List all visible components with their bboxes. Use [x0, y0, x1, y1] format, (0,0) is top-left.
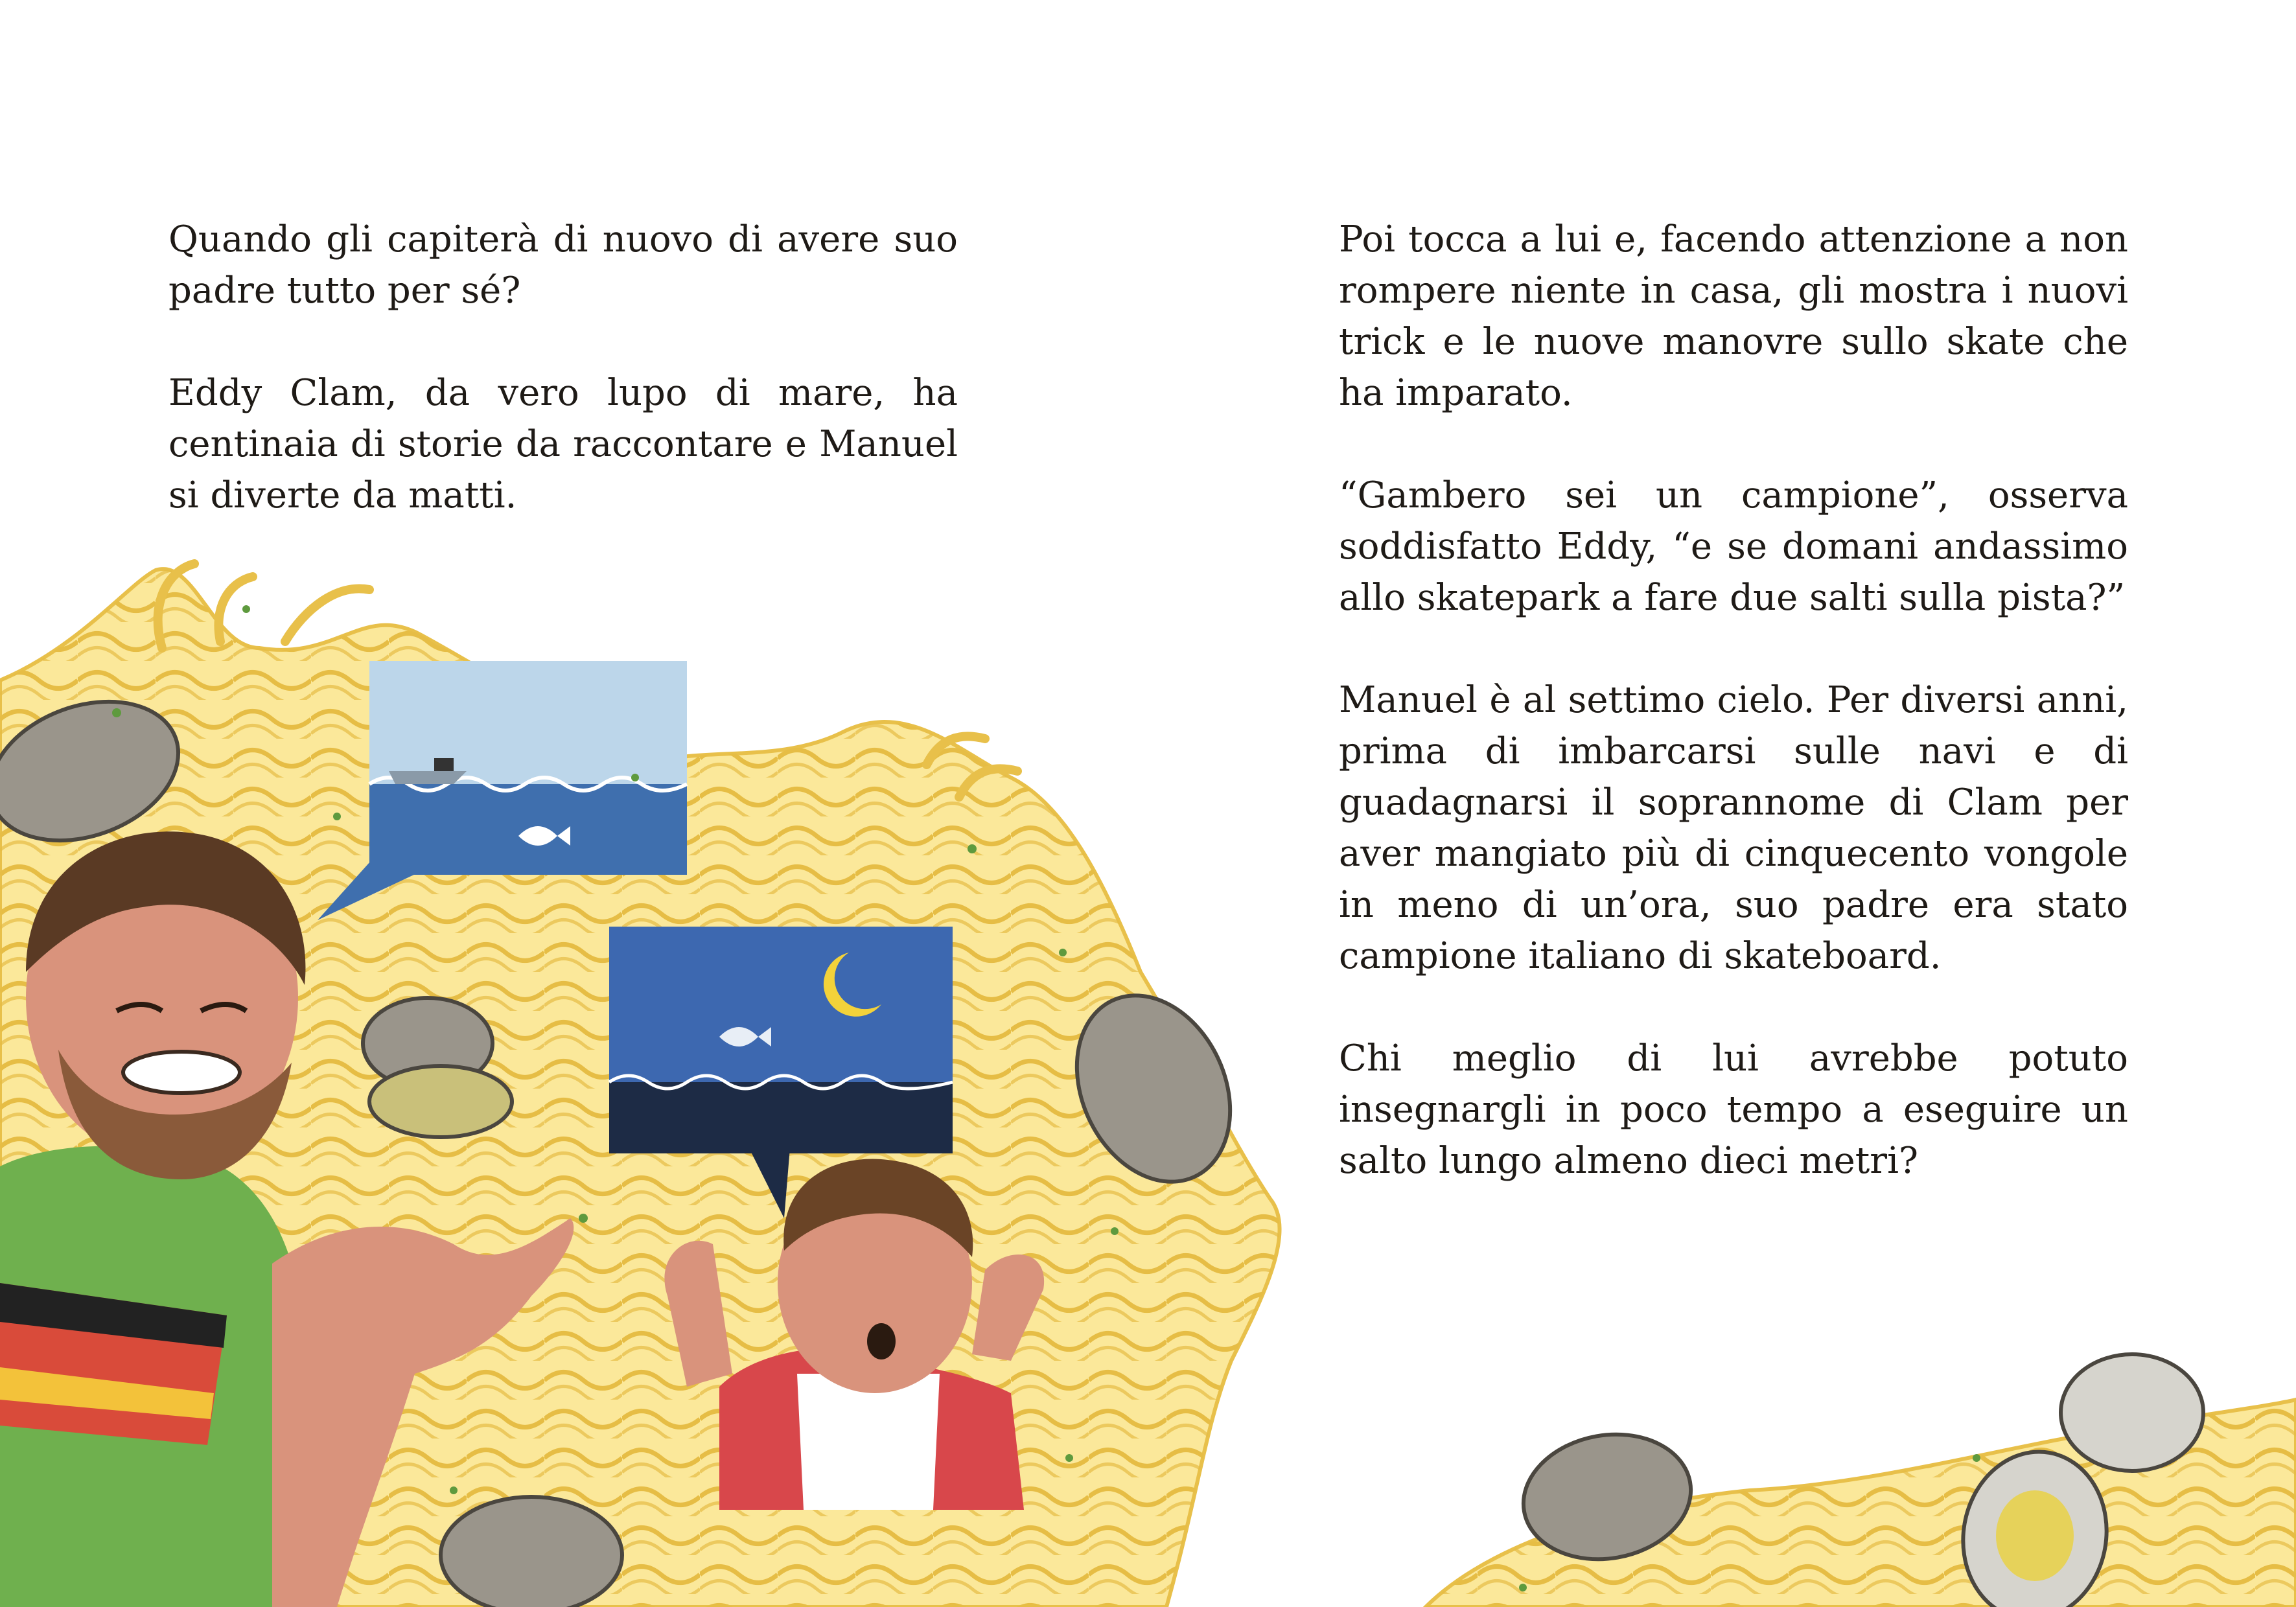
- left-page-text: [168, 214, 958, 572]
- paragraph: Quando gli capiterà di nuovo di avere suo padre tutto per sé?: [168, 218, 958, 312]
- right-page-text: [1339, 214, 2128, 1238]
- paragraph: Poi tocca a lui e, facendo attenzione a non rompere niente in casa, gli mostra i nuovi trick e le nuove manovre sullo skate che ha imparato.: [1339, 218, 2128, 414]
- boat-icon: [389, 771, 467, 784]
- paragraph: Chi meglio di lui avrebbe potuto insegnargli in poco tempo a eseguire un salto lungo almeno dieci metri?: [1339, 1037, 2128, 1182]
- paragraph: Eddy Clam, da vero lupo di mare, ha centinaia di storie da raccontare e Manuel si diverte da matti.: [168, 372, 958, 516]
- paragraph: Manuel è al settimo cielo. Per diversi anni, prima di imbarcarsi sulle navi e di guadagnarsi il soprannome di Clam per aver mangiato più di cinquecento vongole in meno di un’ora, suo padre era stato campione italiano di skateboard.: [1339, 679, 2128, 977]
- paragraph: “Gambero sei un campione”, osserva soddisfatto Eddy, “e se domani andassimo allo skatepark a fare due salti sulla pista?”: [1339, 474, 2128, 619]
